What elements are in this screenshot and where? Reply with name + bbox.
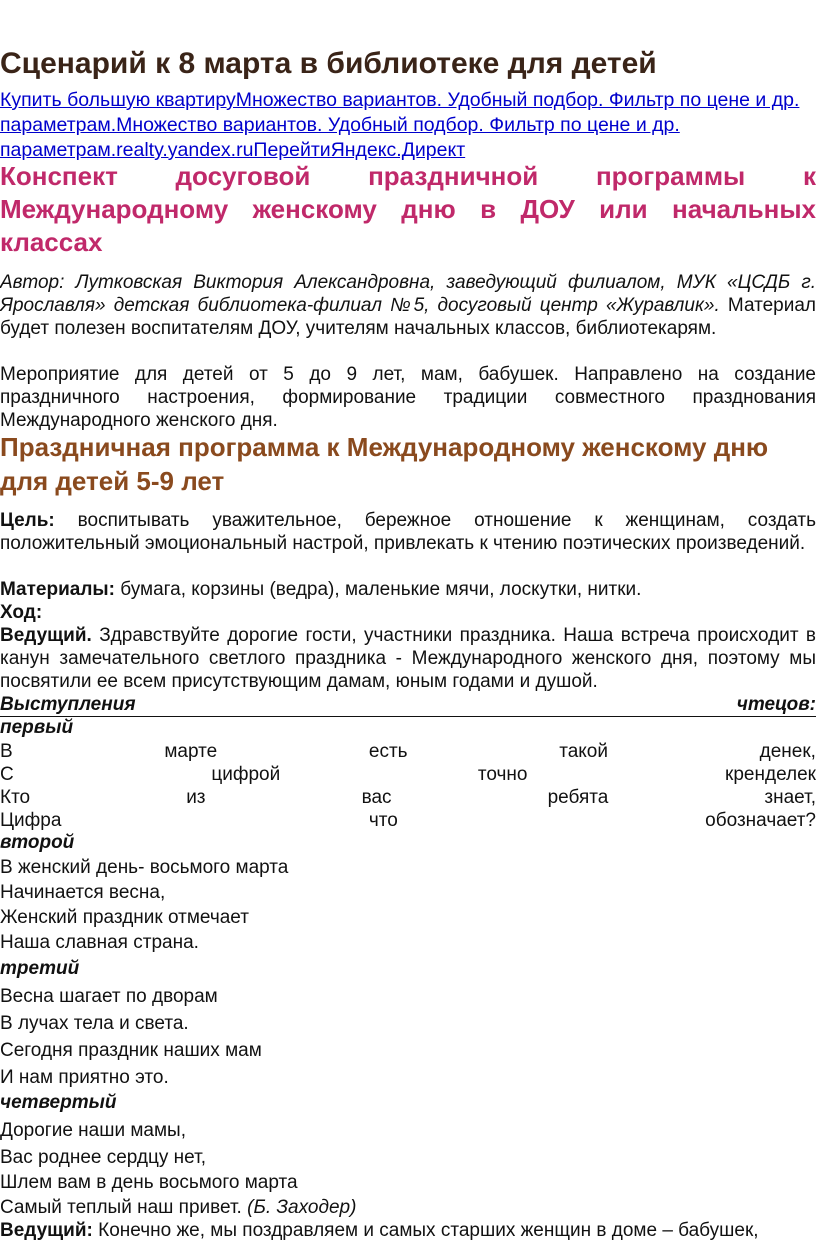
reader-1-label: первый: [0, 717, 74, 738]
poem-line: Весна шагает по дворам: [0, 986, 218, 1007]
word: кренделек: [725, 764, 816, 785]
poem-line: Начинается весна,: [0, 882, 166, 903]
poem-line: Дорогие наши мамы,: [0, 1120, 186, 1141]
host-paragraph-1: [0, 624, 816, 693]
word: Цифра: [0, 810, 62, 831]
poem-line-text: Самый теплый наш привет.: [0, 1197, 248, 1218]
host-label-1: Ведущий.: [0, 625, 92, 646]
host-paragraph-2: [0, 1218, 816, 1243]
reader-2-label: второй: [0, 832, 75, 853]
readers-heading-word-2: чтецов:: [736, 694, 816, 715]
goal-paragraph: [0, 509, 816, 555]
poem-line: Наша славная страна.: [0, 932, 199, 953]
readers-heading: [0, 693, 816, 717]
konspekt-heading: Конспект досуговой праздничной программы к Международному женскому дню в ДОУ или начальных классах: [0, 161, 816, 257]
host-label-2: Ведущий:: [0, 1220, 93, 1241]
goal-text: воспитывать уважительное, бережное отношение к женщинам, создать положительный эмоциональный настрой, привлекать к чтению поэтических произведений.: [0, 510, 816, 554]
poem-line: [0, 763, 816, 786]
poem-line: Вас роднее сердцу нет,: [0, 1147, 206, 1168]
word: В: [0, 741, 13, 762]
host-text-2: Конечно же, мы поздравляем и самых старших женщин в доме – бабушек,: [92, 1220, 759, 1241]
word: вас: [361, 787, 392, 808]
word: обозначает?: [705, 810, 816, 831]
word: С: [0, 764, 14, 785]
poem-line: В женский день- восьмого марта: [0, 857, 289, 878]
poem-line: В лучах тела и света.: [0, 1013, 189, 1034]
poem-line: [0, 740, 816, 763]
hod-label: Ход:: [0, 602, 43, 623]
word: точно: [477, 764, 528, 785]
poem-line: И нам приятно это.: [0, 1067, 169, 1088]
materials-paragraph: [0, 578, 816, 601]
host-text-1: Здравствуйте дорогие гости, участники праздника. Наша встреча происходит в канун замечательного светлого праздника - Международного женского дня, поэтому мы посвятили ее всем присутствующим дамам, юным годами и душой.: [0, 625, 816, 692]
word: денек,: [759, 741, 816, 762]
ad-link[interactable]: Купить большую квартируМножество вариантов. Удобный подбор. Фильтр по цене и др. параметрам.Множество вариантов. Удобный подбор. Фильтр по цене и др. параметрам.realty.yandex.ruПерейтиЯндекс.Директ: [0, 89, 800, 161]
word: есть: [368, 741, 408, 762]
author-paragraph: [0, 271, 816, 340]
reader-4-label: четвертый: [0, 1092, 117, 1113]
poem-line: Шлем вам в день восьмого марта: [0, 1172, 298, 1193]
poem-line: Сегодня праздник наших мам: [0, 1040, 262, 1061]
poem-line: [0, 786, 816, 809]
page-title: Сценарий к 8 марта в библиотеке для детей: [0, 47, 657, 80]
word: марте: [164, 741, 218, 762]
word: знает,: [764, 787, 816, 808]
word: такой: [559, 741, 608, 762]
ad-block: [0, 88, 816, 163]
word: из: [186, 787, 206, 808]
program-heading: Праздничная программа к Международному женскому дню для детей 5-9 лет: [0, 432, 769, 496]
goal-label: Цель:: [0, 510, 55, 531]
word: цифрой: [211, 764, 281, 785]
word: Кто: [0, 787, 31, 808]
event-paragraph: Мероприятие для детей от 5 до 9 лет, мам, бабушек. Направлено на создание праздничного настроения, формирование традиции совместного празднования Международного женского дня.: [0, 364, 816, 431]
poem-line: [0, 809, 816, 832]
author-audience: Материал будет полезен воспитателям ДОУ, учителям начальных классов, библиотекарям.: [0, 295, 816, 339]
materials-label: Материалы:: [0, 579, 115, 600]
reader-3-label: третий: [0, 958, 80, 979]
materials-text: бумага, корзины (ведра), маленькие мячи, лоскутки, нитки.: [114, 579, 642, 600]
poem-line: Женский праздник отмечает: [0, 907, 249, 928]
poem-line: [0, 1195, 816, 1220]
poem-author: (Б. Заходер): [247, 1197, 357, 1218]
word: ребята: [547, 787, 609, 808]
readers-heading-word-1: Выступления: [0, 694, 136, 715]
word: что: [368, 810, 398, 831]
author-info: Автор: Лутковская Виктория Александровна, заведующий филиалом, МУК «ЦСДБ г. Ярославля» детская библиотека-филиал №5, досуговый центр «Журавлик».: [0, 272, 816, 316]
